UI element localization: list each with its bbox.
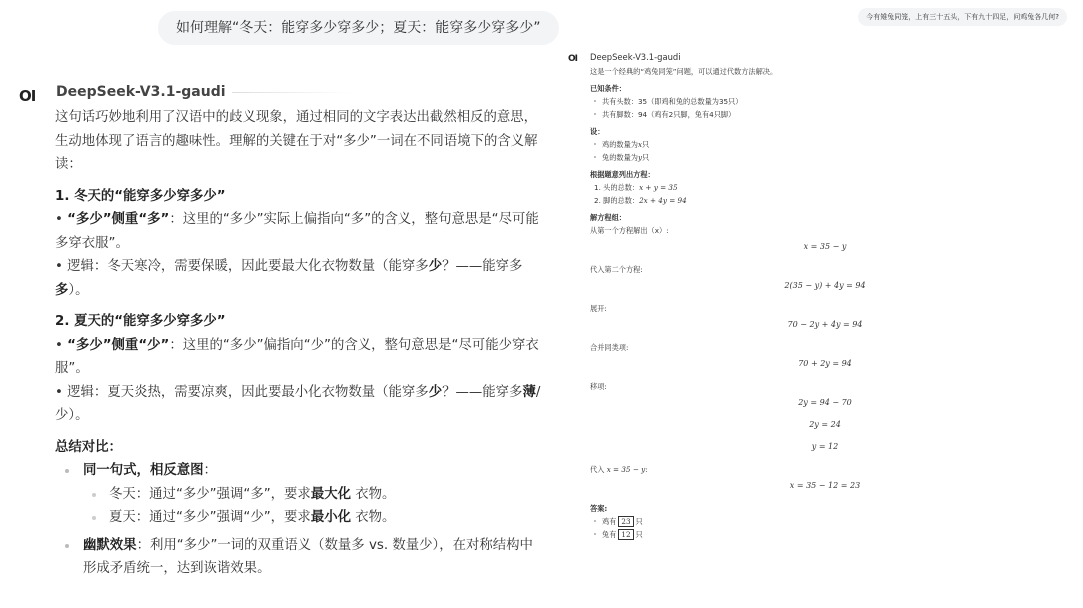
step-label: 代入 x = 35 − y: (590, 465, 648, 474)
answer-box: 12 (618, 529, 633, 540)
assistant-logo-icon: OI (19, 87, 36, 105)
answer-item: 兔有 12 只 (590, 529, 1060, 540)
equation-display: 2y = 24 (809, 420, 841, 429)
summer-point-1-bold: “多少”侧重“少” (67, 337, 170, 353)
equation-display: 2(35 − y) + 4y = 94 (784, 281, 866, 290)
summer-point-1: • “多少”侧重“少”：这里的“多少”偏指向“少”的含义，整句意思是“尽可能少穿衣服”。 (55, 337, 539, 376)
assistant-logo-icon: OI (568, 54, 577, 64)
equation-display: x = 35 − 12 = 23 (789, 481, 861, 490)
model-name: DeepSeek-V3.1-gaudi (590, 52, 681, 62)
known-item: 共有脚数：94（鸡有2只脚，兔有4只脚） (590, 109, 1060, 120)
equations-title: 根据题意列出方程： (590, 170, 655, 179)
answer-box: 23 (618, 516, 633, 527)
answer-item: 鸡有 23 只 (590, 516, 1060, 527)
user-message-bubble: 今有雉兔同笼，上有三十五头，下有九十四足，问鸡兔各几何? (858, 8, 1067, 26)
winter-point-1-bold: “多少”侧重“多” (67, 212, 170, 227)
equation-display: x = 35 − y (803, 242, 847, 251)
summary-item-1: 同一句式，相反意图： (55, 459, 545, 483)
response-intro: 这是一个经典的“鸡兔同笼”问题，可以通过代数方法解决。 (590, 67, 778, 76)
equation-list-item: 1. 头的总数：x + y = 35 (594, 183, 678, 192)
let-item: 鸡的数量为x只 (590, 139, 1060, 150)
step-label: 移项: (590, 382, 607, 391)
summer-point-2: • 逻辑：夏天炎热，需要凉爽，因此要最小化衣物数量（能穿多少？——能穿多薄/少）。 (55, 384, 541, 423)
user-message-bubble: 如何理解“冬天：能穿多少穿多少；夏天：能穿多少穿多少” (158, 11, 559, 45)
summary-subitem-winter: 冬天：通过“多少”强调“多”，要求最大化 衣物。 (55, 483, 545, 507)
equation-display: 70 + 2y = 94 (798, 359, 852, 368)
equation-list-item: 2. 脚的总数：2x + 4y = 94 (594, 196, 687, 205)
assistant-response (590, 66, 1060, 540)
equation-display: 70 − 2y + 4y = 94 (787, 320, 863, 329)
step-label: 代入第二个方程: (590, 265, 643, 274)
step-label: 展开: (590, 304, 607, 313)
summary-item-2: 幽默效果：利用“多少”一词的双重语义（数量多 vs. 数量少），在对称结构中形成矛盾统一，达到诙谐效果。 (55, 534, 545, 581)
step-label: 合并同类项: (590, 343, 629, 352)
known-item: 共有头数：35（即鸡和兔的总数量为35只） (590, 96, 1060, 107)
answer-title: 答案: (590, 504, 608, 513)
equation-display: y = 12 (811, 442, 839, 451)
summary-title: 总结对比： (55, 439, 122, 455)
section-title-summer: 2. 夏天的“能穿多少穿多少” (55, 314, 226, 329)
response-intro: 这句话巧妙地利用了汉语中的歧义现象，通过相同的文字表达出截然相反的意思，生动地体现了语言的趣味性。理解的关键在于对“多少”一词在不同语境下的含义解读： (55, 110, 538, 172)
model-name: DeepSeek-V3.1-gaudi (56, 84, 352, 100)
let-title: 设： (590, 127, 605, 136)
let-item: 兔的数量为y只 (590, 152, 1060, 163)
solve-title: 解方程组： (590, 213, 626, 222)
known-title: 已知条件： (590, 84, 626, 93)
summary-subitem-summer: 夏天：通过“多少”强调“少”，要求最小化 衣物。 (55, 506, 545, 530)
winter-point-2: • 逻辑：冬天寒冷，需要保暖，因此要最大化衣物数量（能穿多少？——能穿多多）。 (55, 259, 523, 298)
right-chat-panel (560, 0, 1083, 608)
assistant-response (55, 106, 545, 581)
section-title-winter: 1. 冬天的“能穿多少穿多少” (55, 188, 226, 204)
winter-point-1: • “多少”侧重“多”：这里的“多少”实际上偏指向“多”的含义，整句意思是“尽可能多穿衣服”。 (55, 212, 539, 251)
solve-intro: 从第一个方程解出（x）: (590, 226, 669, 235)
equation-display: 2y = 94 − 70 (798, 398, 852, 407)
